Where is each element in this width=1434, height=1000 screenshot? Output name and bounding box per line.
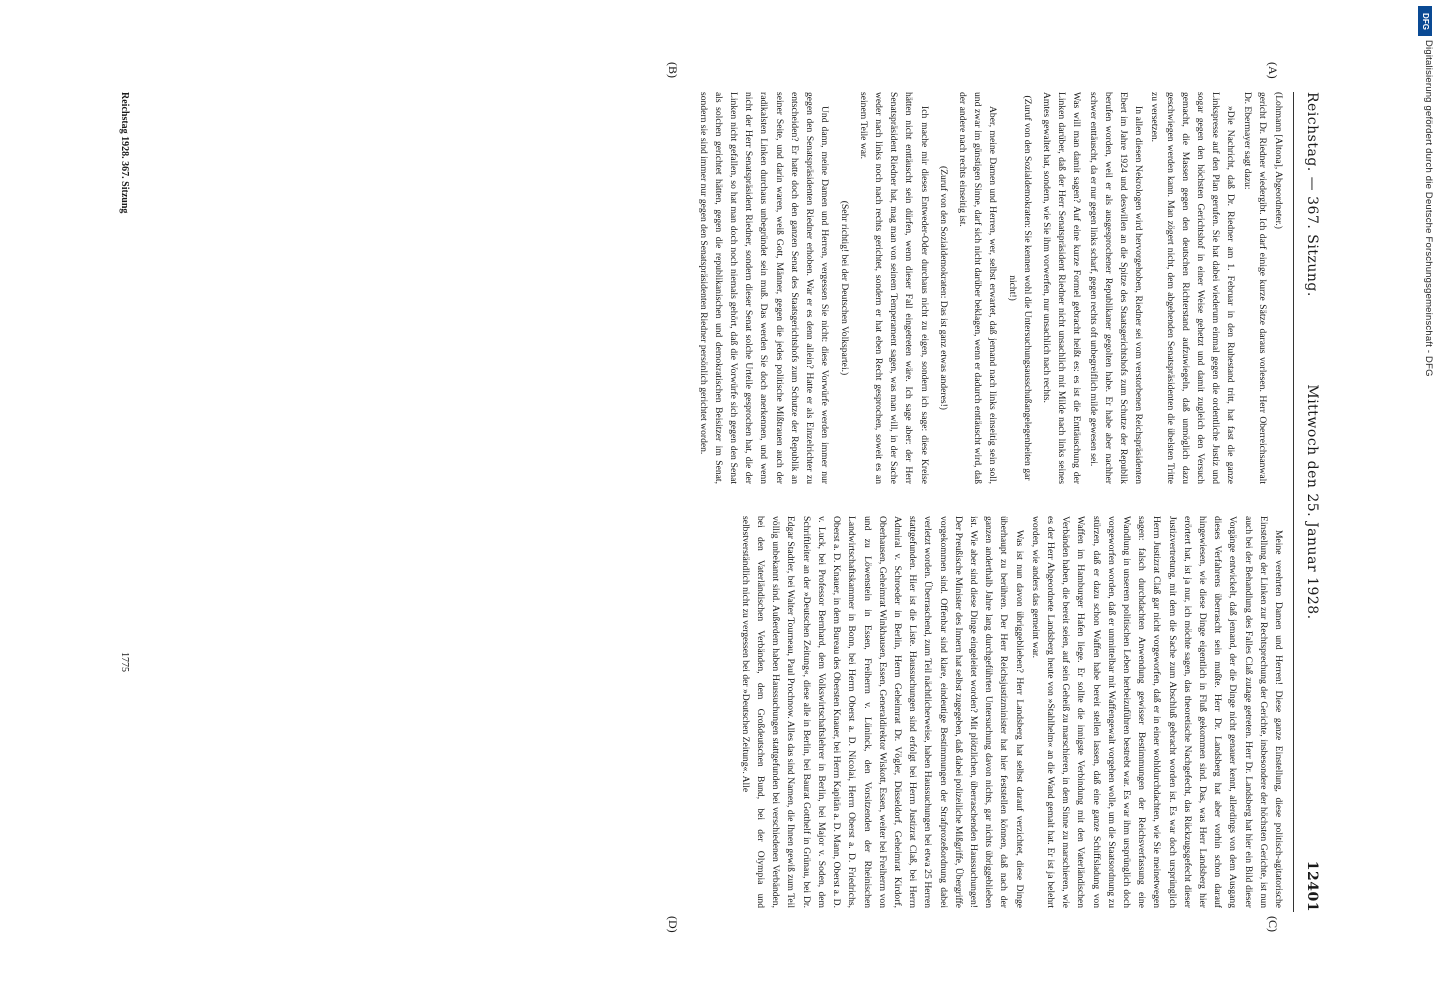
dfg-credit-text: Digitalisierung gefördert durch die Deutsche Forschungsgemeinschaft - DFG <box>1423 40 1434 377</box>
left-column <box>694 92 1286 484</box>
interjection: (Zuruf von den Sozialdemokraten: Sie kennen wohl die Untersuchungsausschußangelegenheiten gar nicht!) <box>1006 95 1033 481</box>
header-left: Reichstag. — 367. Sitzung. <box>1304 92 1320 297</box>
interjection: (Sehr richtig! bei der Deutschen Volkspartei.) <box>838 200 850 376</box>
dfg-logo: DFG <box>1418 6 1432 36</box>
quote-paragraph: »Die Nachricht, daß Dr. Riedner am 1. Februar in den Ruhestand tritt, hat fast die ganze Linkspresse auf den Plan gerufen. Sie hat dabei wiederum einmal gegen die ordentliche Justiz und sogar gegen den höchsten Gerichtshof in einer Weise gehetzt und damit zugleich den Versuch gemacht, die Massen gegen den deutschen Richterstand aufzuwiegeln, daß unmöglich dazu geschwiegen werden kann. Man zögert nicht, dem abgehenden Senatspräsidenten die übelsten Tritte zu versetzen. <box>1149 92 1237 484</box>
footer-left: Reichstag 1928. 367. Sitzung <box>119 92 130 214</box>
interjection: (Zuruf von den Sozialdemokraten: Das ist ganz etwas anderes!) <box>937 165 949 411</box>
paragraph: Und dann, meine Damen und Herren, vergessen Sie nicht: diese Vorwürfe werden immer nur gegen den Senatspräsidenten Riedner erhoben. War er es denn allein? Hatte er als Einzelrichter zu entscheiden? Er hatte doch den ganzen Senat des Staatsgerichtshofs zum Schutze der Republik an seiner Seite, und darin waren, weiß Gott, Männer, gegen die jedes politische Mißtrauen auch der radikalsten Linken durchaus unbegründet sein muß. Das werden Sie doch anerkennen, und wenn nicht der Herr Senatspräsident Riedner, sondern dieser Senat solche Urteile gesprochen hat, die der Linken nicht gefallen, so hat man doch noch niemals gehört, daß die Vorwürfe sich gegen den Senat als solchen gerichtet hätten, gegen die republikanischen und demokratischen Beisitzer im Senat, sondern sie sind immer nur gegen den Senatspräsidenten Riedner persönlich gerichtet worden. <box>697 92 831 484</box>
header-rule <box>1293 92 1294 912</box>
margin-letter-b: (B) <box>666 62 680 78</box>
page-header <box>1294 92 1320 912</box>
right-column <box>737 516 1286 908</box>
margin-letter-c: (C) <box>1266 916 1280 932</box>
margin-letter-a: (A) <box>1266 62 1280 79</box>
quote-paragraph: In allen diesen Nekrologen wird hervorgehoben, Riedner sei vom verstorbenen Reichspräsidenten Ebert im Jahre 1924 und deswillen an die Spitze des Staatsgerichtshofs zum Schutze der Republik berufen worden, weil er als ausgesprochener Republikaner gegolten habe. Er habe aber nachher schwer enttäuscht, da er nur gegen links scharf, gegen rechts oft unbegreiflich milde gewesen sei. <box>1087 92 1145 484</box>
paragraph: Ich mache mir dieses Entweder-Oder durchaus nicht zu eigen, sondern ich sage: diese Kreise hätten nicht enttäuscht sein dürfen, wenn dieser Fall eingetreten wäre. Ich sage aber: der Herr Senatspräsident Riedner hat, mag man von seinem Temperament sagen, was man will, in der Sache weder nach links noch nach rechts gerichtet, sondern er hat eben Recht gesprochen, soweit es an seinem Teile war. <box>857 92 930 484</box>
paragraph: Aber, meine Damen und Herren, wer, selbst erwartet, daß jemand nach links einseitig sein soll, und zwar im günstigen Sinne, darf sich nicht darüber beklagen, wenn er dadurch enttäuscht wird, daß der andere nach rechts einseitig ist. <box>956 92 999 484</box>
page-number: 12401 <box>1304 860 1320 912</box>
paragraph: Meine verehrten Damen und Herren! Diese ganze Einstellung, diese politisch-agitatorische Einstellung der Linken zur Rechtsprechung der Gerichte, insbesondere der höchsten Gerichte, ist nun auch bei der Behandlung des Falles Claß zutage getreten. Herr Dr. Landsberg hat hier ein Bild dieser Vorgänge entwickelt, daß jemand, der die Dinge nicht genauer kennt, allerdings von dem Ausgang dieses Verfahrens überrascht sein mußte. Herr Dr. Landsberg hat aber vorhin schon darauf hingewiesen, wie diese Dinge eigentlich in Fluß gekommen sind. Das, was Herr Landsberg hier erörtert hat, ist ja nur, ich möchte sagen, das theoretische Nachgefecht, das Rückzugsgefecht dieser Justizvertretung, mit dem die Sache zum Abschluß gebracht worden ist. Es war doch ursprünglich Herrn Justizrat Claß gar nicht vorgeworfen, daß er in einer wohldurchdachten, wie Sie meinetwegen sagen: falsch durchdachten Anwendung gewisser Bestimmungen der Reichsverfassung eine Wandlung in unserem politischen Leben herbeizuführen bestrebt war. Es war ihm ursprünglich doch vorgeworfen worden, daß er unmittelbar mit Waffengewalt vorgehen wolle, um die Staatsordnung zu stürzen, daß er dazu schon Waffen habe bereit stellen lassen, daß eine ganze Schiffsladung von Waffen im Hamburger Hafen liege. Er sollte die innigste Verbindung mit den Vaterländischen Verbänden haben, die bereit seien, auf sein Geheiß zu marschieren, in dem Sinne zu marschieren, wie es der Herr Abgeordnete Landsberg heute von »Stahlhelm« an die Wand gemalt hat. Er ist ja belehrt worden, wie anders das gemeint war. <box>1029 516 1284 908</box>
footer-page-code: 1775 <box>119 652 130 672</box>
margin-letter-d: (D) <box>666 916 680 933</box>
paragraph: Was ist nun davon übriggeblieben? Herr Landsberg hat selbst darauf verzichtet, diese Dinge überhaupt zu berühren. Der Herr Reichsjustizminister hat hier feststellen können, daß nach der ganzen anderthalb Jahre lang durchgeführten Untersuchung davon nichts, gar nichts übriggeblieben ist. Wie aber sind diese Dinge eingeleitet worden? Mit plötzlichen, überraschenden Haussuchungen! Der Preußische Minister des Innern hat selbst zugegeben, daß dabei polizeiliche Mißgriffe, Übergriffe vorgekommen sind. Offenbar sind klare, eindeutige Bestimmungen der Strafprozeßordnung dabei verletzt worden. Überraschend, zum Teil nächtlicherweise, haben Haussuchungen bei etwa 25 Herren stattgefunden. Hier ist die Liste. Haussuchungen sind erfolgt bei Herrn Justizrat Claß, bei Herrn Admiral v. Schroeder in Berlin, Herrn Geheimrat Dr. Vögler, Düsseldorf, Geheimrat Kirdorf, Oberhausen, Geheimrat Winkhausen, Essen, Generaldirektor Wiskott, Essen, weiter bei Freiherrn von und zu Löwenstein in Essen, Freiherrn v. Lüninck, den Vorsitzenden der Rheinischen Landwirtschaftskammer in Bonn, bei Herrn Oberst a. D. Nicolai, Herrn Oberst a. D. Friedrichs, Oberst a. D. Knauer, in dem Bureau des Obersten Knauer, bei Herrn Kapitän a. D. Mann, Oberst a. D. v. Luck, bei Professor Bernhard, dem Volkswirtschaftslehrer in Berlin, bei Major v. Soden, dem Schriftleiter an der »Deutschen Zeitung«, diese alle in Berlin, bei Baurat Gotthelf in Grünau, bei Dr. Edgar Stadtler, bei Walter Tourneau, Paul Prochnow. Alles das sind Namen, die Ihnen gewiß zum Teil völlig unbekannt sind. Außerdem haben Haussuchungen stattgefunden bei verschiedenen Verbänden, bei den Vaterländischen Verbänden, dem Großdeutschen Bund, bei der Olympia und selbstverständlich nicht zu vergessen bei der »Deutschen Zeitung«. Alle <box>739 516 1025 908</box>
header-date: Mittwoch den 25. Januar 1928. <box>1304 384 1320 620</box>
speaker-note: (Lohmann [Altona], Abgeordneter.) <box>1273 92 1284 229</box>
paragraph: gericht Dr. Riedner wiedergibt. Ich darf einige kurze Sätze daraus vorlesen. Herr Oberreichsanwalt Dr. Ebermayer sagt dazu: <box>1241 92 1268 484</box>
paragraph: Was will man damit sagen? Auf eine kurze Formel gebracht heißt es: es ist die Enttäuschung der Linken darüber, daß der Herr Senatspräsident Riedner nicht unsachlich mit Milde nach links seines Amtes gewaltet hat, sondern, wie Sie ihm vorwerfen, nur unsachlich nach rechts. <box>1040 92 1083 484</box>
rotated-page-content <box>90 62 1320 933</box>
